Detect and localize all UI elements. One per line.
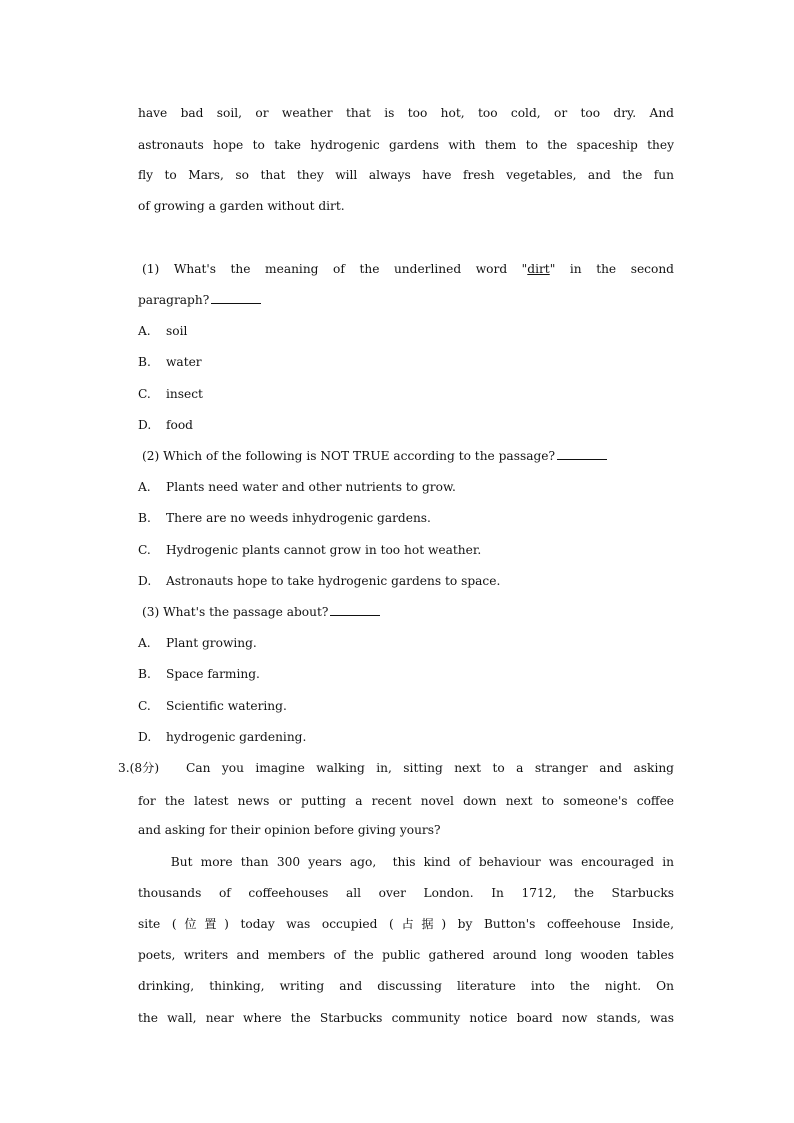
question-3-stem [142,603,380,621]
option-b [138,665,260,683]
question-1-stem [142,260,674,278]
option-letter: B. [138,355,151,369]
passage-line: poets, writers and members of the public gathered around long wooden tables [138,948,674,962]
passage-line: for the latest news or putting a recent novel down next to someone's coffee [138,794,674,808]
question-2-stem [142,447,607,465]
option-letter: C. [138,699,151,713]
option-b [138,509,431,527]
passage-line: of growing a garden without dirt. [138,199,345,213]
passage-line: drinking, thinking, writing and discussing literature into the night. On [138,979,674,993]
option-letter: B. [138,511,151,525]
option-text: There are no weeds inhydrogenic gardens. [166,511,431,525]
answer-blank[interactable] [330,603,380,616]
question-2-stem-text: (2) Which of the following is NOT TRUE according to the passage? [142,449,556,463]
underlined-word: dirt [527,262,550,276]
option-text: water [166,355,202,369]
section-number: 3. [118,761,130,775]
option-letter: D. [138,418,152,432]
passage-line: astronauts hope to take hydrogenic gardens with them to the spaceship they [138,138,674,152]
passage-line: But more than 300 years ago, this kind of behaviour was encouraged in [138,855,674,869]
option-letter: A. [138,480,151,494]
passage-line: site (位置) today was occupied (占据) by Button's coffeehouse Inside, [138,917,674,931]
passage-line: the wall, near where the Starbucks community notice board now stands, was [138,1011,674,1025]
answer-blank[interactable] [557,447,607,460]
option-text: Hydrogenic plants cannot grow in too hot weather. [166,543,482,557]
option-text: food [166,418,193,432]
option-c [138,697,287,715]
option-a [138,322,187,340]
passage-line: fly to Mars, so that they will always have fresh vegetables, and the fun [138,168,674,182]
option-d [138,416,193,434]
option-letter: B. [138,667,151,681]
option-d [138,572,500,590]
section-points: (8分) [129,761,160,775]
option-c [138,541,481,559]
option-b [138,353,202,371]
option-text: Astronauts hope to take hydrogenic gardens to space. [166,574,501,588]
passage-line: thousands of coffeehouses all over London. In 1712, the Starbucks [138,886,674,900]
option-letter: D. [138,574,152,588]
question-1-stem-line2 [138,291,674,309]
question-1-stem-text: (1) What's the meaning of the underlined word " [142,262,528,276]
answer-blank[interactable] [211,291,261,304]
passage-line: and asking for their opinion before giving yours? [138,823,441,837]
option-letter: C. [138,543,151,557]
question-1-stem-text: " in the second [549,262,674,276]
option-a [138,634,257,652]
option-letter: A. [138,636,151,650]
passage-line: have bad soil, or weather that is too hot, too cold, or too dry. And [138,106,674,120]
option-text: hydrogenic gardening. [166,730,307,744]
passage-line: Can you imagine walking in, sitting next to a stranger and asking [186,761,674,775]
option-text: soil [166,324,188,338]
question-1-stem-text: paragraph? [138,293,210,307]
section-3-header [118,759,159,777]
option-text: Space farming. [166,667,260,681]
option-letter: A. [138,324,151,338]
option-text: Plants need water and other nutrients to grow. [166,480,456,494]
question-3-stem-text: (3) What's the passage about? [142,605,329,619]
option-text: Scientific watering. [166,699,287,713]
option-letter: C. [138,387,151,401]
option-c [138,385,203,403]
option-d [138,728,306,746]
option-letter: D. [138,730,152,744]
option-text: insect [166,387,203,401]
option-a [138,478,456,496]
option-text: Plant growing. [166,636,257,650]
